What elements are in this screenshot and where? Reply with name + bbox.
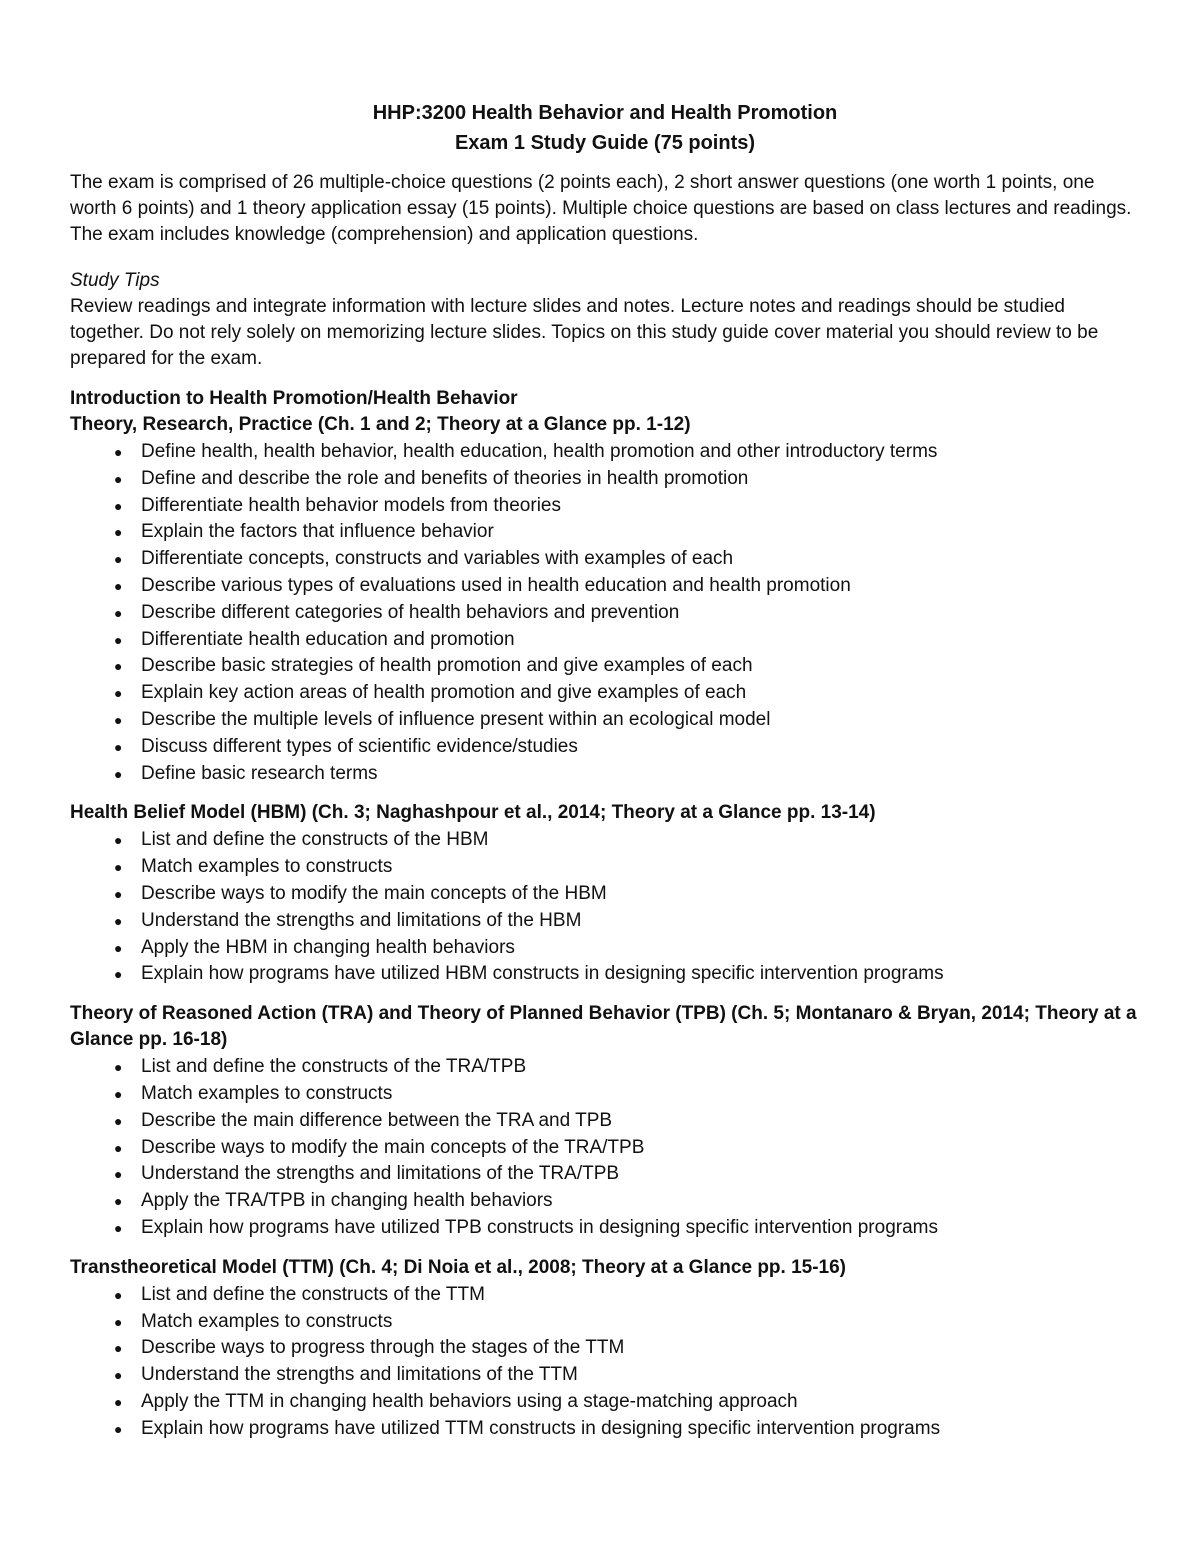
list-item-text: Apply the TRA/TPB in changing health behaviors [141,1190,553,1212]
list-item [70,1081,1140,1108]
section-heading: Introduction to Health Promotion/Health Behavior [70,388,518,409]
list-item [70,519,1140,546]
list-item-text: Describe basic strategies of health promotion and give examples of each [141,655,753,677]
list-item-text: Define basic research terms [141,762,378,784]
list-item-text: Differentiate concepts, constructs and variables with examples of each [141,548,734,570]
list-item-text: Understand the strengths and limitations of the HBM [141,909,582,931]
bullet-icon: ● [114,832,123,849]
list-item-text: Define health, health behavior, health education, health promotion and other introductory terms [141,441,938,462]
bullet-icon: ● [114,1193,123,1210]
bullet-icon: ● [114,577,123,594]
list-item-text: Discuss different types of scientific evidence/studies [141,735,578,757]
list-item-text: Match examples to constructs [141,1310,393,1332]
list-item-text: Describe ways to progress through the stages of the TTM [141,1337,625,1359]
section-heading: Transtheoretical Model (TTM) (Ch. 4; Di Noia et al., 2008; Theory at a Glance pp. 15-16) [70,1256,847,1278]
bullet-icon: ● [114,966,123,983]
bullet-icon: ● [114,551,123,568]
list-item [70,439,1140,466]
list-item [70,761,1140,788]
list-item-text: Differentiate health behavior models from theories [141,494,561,516]
bullet-icon: ● [114,912,123,929]
list-item [70,1416,1140,1443]
list-item [70,627,1140,654]
bullet-icon: ● [114,765,123,782]
list-item [70,935,1140,962]
bullet-icon: ● [114,524,123,541]
list-item-text: List and define the constructs of the TTM [141,1283,485,1305]
list-item [70,1335,1140,1362]
list-item-text: Understand the strengths and limitations of the TRA/TPB [141,1163,620,1185]
section-health-belief-model [70,800,1140,988]
study-tips-body: Review readings and integrate information with lecture slides and notes. Lecture notes and readings should be studied together. Do not rely solely on memorizing lecture slides. Topics on this study guide cover material you should review to be prepared for the exam. [70,296,1099,369]
bullet-icon: ● [114,604,123,621]
list-item-text: Explain how programs have utilized TPB constructs in designing specific intervention programs [141,1216,938,1238]
bullet-icon: ● [114,1166,123,1183]
bullet-icon: ● [114,939,123,956]
list-item [70,707,1140,734]
list-item-text: Explain how programs have utilized HBM constructs in designing specific intervention programs [141,963,944,985]
list-item [70,1282,1140,1309]
bullet-list [70,1054,1140,1242]
bullet-icon: ● [114,1286,123,1303]
list-item [70,854,1140,881]
bullet-icon: ● [114,1367,123,1384]
bullet-icon: ● [114,658,123,675]
bullet-icon: ● [114,1112,123,1129]
list-item [70,466,1140,493]
list-item-text: Match examples to constructs [141,856,393,878]
list-item-text: Describe ways to modify the main concepts of the HBM [141,882,607,904]
bullet-list [70,1282,1140,1443]
list-item [70,1161,1140,1188]
list-item [70,1108,1140,1135]
bullet-icon: ● [114,685,123,702]
section-tra-tpb [70,1001,1140,1242]
bullet-icon: ● [114,631,123,648]
list-item-text: Differentiate health education and promotion [141,628,515,650]
list-item [70,1054,1140,1081]
bullet-icon: ● [114,1393,123,1410]
list-item [70,1309,1140,1336]
intro-paragraph: The exam is comprised of 26 multiple-choice questions (2 points each), 2 short answer questions (one worth 1 points, one worth 6 points) and 1 theory application essay (15 points). Multiple choice questions are based on class lectures and readings. The exam includes knowledge (comprehension) and application questions. [70,172,1132,245]
list-item-text: List and define the constructs of the HBM [141,829,489,851]
bullet-list [70,827,1140,988]
list-item [70,961,1140,988]
list-item [70,493,1140,520]
list-item-text: Explain the factors that influence behavior [141,521,494,543]
list-item-text: Describe different categories of health behaviors and prevention [141,601,680,623]
bullet-icon: ● [114,1420,123,1437]
list-item-text: Explain key action areas of health promotion and give examples of each [141,682,747,704]
bullet-icon: ● [114,885,123,902]
bullet-icon: ● [114,1219,123,1236]
list-item-text: Match examples to constructs [141,1082,393,1104]
list-item-text: List and define the constructs of the TRA/TPB [141,1056,527,1078]
bullet-list [70,439,1140,787]
list-item [70,1135,1140,1162]
list-item-text: Define and describe the role and benefits of theories in health promotion [141,467,749,489]
list-item-text: Understand the strengths and limitations of the TTM [141,1364,578,1386]
bullet-icon: ● [114,444,123,460]
list-item [70,680,1140,707]
list-item-text: Apply the TTM in changing health behaviors using a stage-matching approach [141,1390,798,1412]
bullet-icon: ● [114,1139,123,1156]
list-item [70,827,1140,854]
list-item-text: Explain how programs have utilized TTM constructs in designing specific intervention programs [141,1417,941,1439]
bullet-icon: ● [114,859,123,876]
list-item [70,600,1140,627]
bullet-icon: ● [114,470,123,487]
study-tips-heading: Study Tips [70,270,160,291]
bullet-icon: ● [114,738,123,755]
title-block [70,98,1140,158]
section-heading: Health Belief Model (HBM) (Ch. 3; Naghashpour et al., 2014; Theory at a Glance pp. 13-14) [70,802,876,824]
list-item [70,734,1140,761]
document-title: HHP:3200 Health Behavior and Health Promotion [372,102,838,124]
list-item-text: Describe ways to modify the main concepts of the TRA/TPB [141,1136,645,1158]
document-page [70,98,1140,1456]
bullet-icon: ● [114,1085,123,1102]
section-transtheoretical-model [70,1255,1140,1443]
list-item-text: Describe the main difference between the TRA and TPB [141,1109,613,1131]
list-item [70,1389,1140,1416]
list-item [70,881,1140,908]
list-item [70,1362,1140,1389]
list-item [70,908,1140,935]
bullet-icon: ● [114,497,123,514]
section-heading: Theory, Research, Practice (Ch. 1 and 2; Theory at a Glance pp. 1-12) [70,414,691,435]
bullet-icon: ● [114,1313,123,1330]
section-intro-health-promotion [70,386,1140,787]
list-item-text: Apply the HBM in changing health behaviors [141,936,515,958]
list-item [70,546,1140,573]
list-item [70,653,1140,680]
list-item [70,1188,1140,1215]
list-item [70,1215,1140,1242]
document-subtitle: Exam 1 Study Guide (75 points) [454,132,756,154]
bullet-icon: ● [114,1340,123,1357]
section-heading: Theory of Reasoned Action (TRA) and Theory of Planned Behavior (TPB) (Ch. 5; Montanaro & Bryan, 2014; Theory at a Glance pp. 16-18) [70,1003,1137,1051]
list-item-text: Describe the multiple levels of influence present within an ecological model [141,708,771,730]
list-item-text: Describe various types of evaluations used in health education and health promotion [141,574,851,596]
list-item [70,573,1140,600]
bullet-icon: ● [114,1059,123,1076]
bullet-icon: ● [114,711,123,728]
